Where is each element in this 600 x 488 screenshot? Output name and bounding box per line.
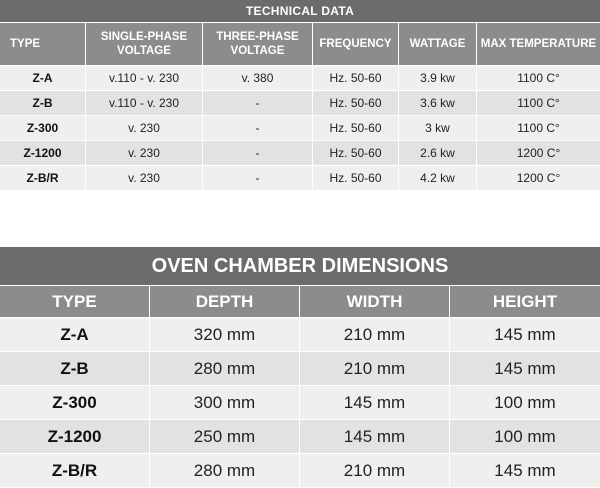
- table-cell: 100 mm: [494, 392, 556, 412]
- technical-data-title: TECHNICAL DATA: [0, 0, 600, 23]
- table-row: [0, 140, 600, 165]
- table-row: [0, 165, 600, 190]
- table-cell: 1200 C°: [516, 171, 561, 185]
- oven-chamber-table: [0, 247, 600, 487]
- table-cell: 1100 C°: [517, 71, 560, 85]
- table-cell: 145 mm: [300, 420, 450, 453]
- table-cell: 145 mm: [494, 460, 556, 480]
- type-cell: Z-B: [0, 352, 150, 385]
- header-width: WIDTH: [300, 286, 450, 317]
- table-cell: 3 kw: [399, 116, 477, 140]
- table-row: [0, 90, 600, 115]
- table-cell: Hz. 50-60: [313, 116, 399, 140]
- table-cell: 250 mm: [150, 420, 300, 453]
- oven-chamber-body: [0, 317, 600, 487]
- type-cell: Z-1200: [0, 420, 150, 453]
- table-cell: Hz. 50-60: [313, 91, 399, 115]
- header-single-phase-voltage: SINGLE-PHASE VOLTAGE: [86, 23, 203, 65]
- table-cell: 1200 C°: [516, 146, 561, 160]
- table-cell: 145 mm: [494, 358, 556, 378]
- table-cell: v. 380: [203, 66, 313, 90]
- type-cell: Z-B: [0, 91, 86, 115]
- table-cell: 4.2 kw: [399, 166, 477, 190]
- table-cell: 210 mm: [300, 454, 450, 487]
- table-cell: Hz. 50-60: [313, 141, 399, 165]
- technical-data-table: [0, 0, 600, 190]
- table-cell: v. 230: [86, 141, 203, 165]
- technical-data-header-row: [0, 23, 600, 65]
- type-cell: Z-B/R: [0, 454, 150, 487]
- oven-chamber-header-row: [0, 286, 600, 317]
- table-cell: -: [203, 116, 313, 140]
- type-cell: Z-300: [0, 386, 150, 419]
- type-cell: Z-300: [0, 116, 86, 140]
- table-cell: 145 mm: [300, 386, 450, 419]
- table-cell: 1100 C°: [517, 121, 560, 135]
- table-cell: 210 mm: [300, 318, 450, 351]
- table-cell: 280 mm: [150, 454, 300, 487]
- table-cell: 280 mm: [150, 352, 300, 385]
- table-cell: Hz. 50-60: [313, 66, 399, 90]
- header-height: HEIGHT: [492, 291, 558, 311]
- table-cell: -: [203, 141, 313, 165]
- type-cell: Z-1200: [0, 141, 86, 165]
- table-cell: v. 230: [86, 116, 203, 140]
- type-cell: Z-B/R: [0, 166, 86, 190]
- header-wattage: WATTAGE: [399, 23, 477, 65]
- header-frequency: FREQUENCY: [313, 23, 399, 65]
- table-cell: -: [203, 166, 313, 190]
- table-cell: 1100 C°: [517, 96, 560, 110]
- table-cell: 210 mm: [300, 352, 450, 385]
- table-cell: v. 230: [86, 166, 203, 190]
- table-row: [0, 351, 600, 385]
- table-row: [0, 385, 600, 419]
- table-row: [0, 65, 600, 90]
- type-cell: Z-A: [0, 66, 86, 90]
- header-type: TYPE: [0, 286, 150, 317]
- oven-chamber-title: OVEN CHAMBER DIMENSIONS: [0, 247, 600, 286]
- header-depth: DEPTH: [150, 286, 300, 317]
- header-three-phase-voltage: THREE-PHASE VOLTAGE: [203, 23, 313, 65]
- table-row: [0, 453, 600, 487]
- table-row: [0, 419, 600, 453]
- table-cell: v.110 - v. 230: [86, 66, 203, 90]
- table-cell: 100 mm: [494, 426, 556, 446]
- table-cell: 300 mm: [150, 386, 300, 419]
- table-row: [0, 115, 600, 140]
- table-cell: Hz. 50-60: [313, 166, 399, 190]
- table-row: [0, 317, 600, 351]
- table-cell: -: [203, 91, 313, 115]
- table-cell: 320 mm: [150, 318, 300, 351]
- table-cell: 145 mm: [494, 324, 556, 344]
- table-cell: 3.6 kw: [399, 91, 477, 115]
- header-max-temperature: MAX TEMPERATURE: [480, 38, 597, 50]
- table-cell: v.110 - v. 230: [86, 91, 203, 115]
- table-cell: 3.9 kw: [399, 66, 477, 90]
- header-type: TYPE: [0, 23, 86, 65]
- technical-data-body: [0, 65, 600, 190]
- table-cell: 2.6 kw: [399, 141, 477, 165]
- type-cell: Z-A: [0, 318, 150, 351]
